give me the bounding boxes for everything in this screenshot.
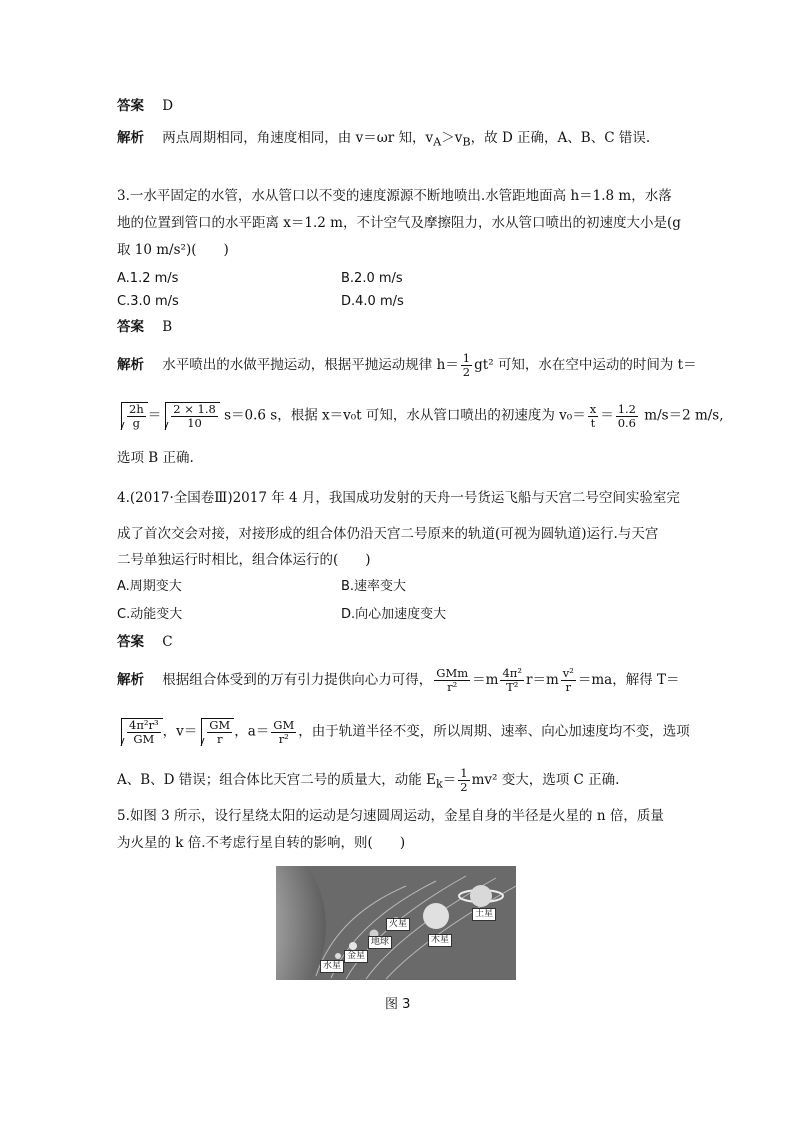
fraction	[461, 352, 472, 379]
mercury-planet	[335, 953, 341, 959]
numerator: GMm	[436, 666, 469, 680]
explanation-text: ，v＝	[162, 723, 198, 740]
denominator: r	[216, 732, 223, 746]
q4-line-2: 成了首次交会对接，对接形成的组合体仍沿天宫二号原来的轨道(可视为圆轨道)运行.与天宫	[117, 526, 659, 542]
figure-caption: 图 3	[385, 997, 411, 1012]
explanation-label: 解析	[117, 130, 144, 146]
answer-label: 答案	[117, 634, 144, 650]
denominator: 0.6	[617, 415, 636, 430]
explanation-text: ，a＝	[234, 723, 270, 740]
fraction	[588, 403, 599, 430]
explanation-text: ＝	[442, 772, 457, 788]
q4-option-a: A.周期变大	[117, 579, 182, 594]
explanation-text: 两点周期相同，角速度相同，由 v＝ωr 知，v	[162, 130, 434, 146]
sqrt	[165, 402, 220, 430]
q4-option-b: B.速率变大	[341, 579, 407, 594]
numerator: GM	[209, 718, 231, 732]
fraction	[458, 767, 469, 794]
numerator: 2h	[129, 402, 144, 416]
q4-option-d: D.向心加速度变大	[341, 607, 447, 622]
explanation-q3-line-3: 选项 B 正确.	[117, 450, 194, 466]
numerator: 4π²r³	[129, 718, 159, 732]
explanation-q3-line-2	[117, 402, 724, 430]
denominator: 2	[460, 780, 468, 794]
numerator: 1	[460, 766, 468, 780]
answer-q4	[117, 632, 173, 652]
label-mars: 火星	[386, 918, 410, 931]
explanation-text: ＝m	[472, 672, 499, 688]
q3-line-2: 地的位置到管口的水平距离 x＝1.2 m，不计空气及摩擦阻力，水从管口喷出的初速度大小是(g	[117, 215, 681, 231]
answer-label: 答案	[117, 98, 144, 114]
fraction	[434, 667, 470, 694]
explanation-text: s＝0.6 s，根据 x＝v₀t 可知，水从管口喷出的初速度为 v₀＝	[219, 407, 586, 424]
answer-value: C	[162, 634, 173, 650]
fraction	[271, 719, 296, 746]
numerator: v²	[562, 666, 574, 680]
explanation-text: ＝ma，解得 T＝	[577, 672, 680, 688]
q5-line-1: 5.如图 3 所示，设行星绕太阳的运动是匀速圆周运动，金星自身的半径是火星的 n 倍，质量	[117, 808, 664, 824]
fraction	[171, 403, 218, 430]
numerator: x	[589, 401, 597, 416]
q4-line-3: 二号单独运行时相比，组合体运行的( )	[117, 552, 371, 568]
q4-option-c: C.动能变大	[117, 607, 183, 622]
explanation-q4-line-1	[117, 667, 680, 694]
explanation-text: m/s＝2 m/s,	[640, 407, 724, 424]
fraction	[500, 667, 524, 694]
q3-option-b: B.2.0 m/s	[341, 271, 403, 286]
explanation-text: ，由于轨道半径不变，所以周期、速率、向心加速度均不变，选项	[298, 723, 690, 740]
numerator: 1	[462, 351, 471, 365]
fraction	[127, 403, 146, 430]
label-saturn: 土星	[472, 908, 496, 921]
numerator: 1.2	[617, 401, 636, 416]
explanation-text: ＝	[600, 407, 614, 424]
denominator: g	[132, 416, 141, 430]
q3-option-a: A.1.2 m/s	[117, 271, 179, 286]
explanation-q2	[117, 128, 650, 153]
fraction	[207, 719, 232, 746]
label-earth: 地球	[368, 936, 392, 949]
solar-system-figure	[276, 866, 516, 980]
subscript: k	[435, 777, 443, 791]
denominator: GM	[133, 732, 155, 746]
q5-line-2: 为火星的 k 倍.不考虑行星自转的影响，则( )	[117, 835, 406, 851]
numerator: 4π²	[502, 666, 522, 680]
sqrt	[201, 718, 234, 746]
fraction	[561, 667, 576, 694]
denominator: T²	[506, 680, 519, 694]
denominator: r²	[278, 731, 289, 746]
sqrt	[121, 402, 148, 430]
explanation-text: gt² 可知，水在空中运动的时间为 t＝	[474, 357, 697, 373]
numerator: 2 × 1.8	[173, 402, 216, 416]
explanation-text: 根据组合体受到的万有引力提供向心力可得，	[162, 672, 433, 688]
fraction	[616, 403, 638, 430]
denominator: r²	[447, 680, 458, 694]
denominator: t	[590, 415, 596, 430]
q3-line-3: 取 10 m/s²)( )	[117, 242, 229, 258]
numerator: GM	[273, 717, 295, 732]
sqrt	[121, 718, 163, 746]
explanation-text: ＞v	[441, 130, 463, 146]
explanation-text: ，故 D 正确，A、B、C 错误.	[470, 130, 651, 146]
subscript: B	[462, 135, 471, 149]
answer-label: 答案	[117, 319, 144, 335]
explanation-label: 解析	[117, 672, 144, 688]
explanation-text: A、B、D 错误；组合体比天宫二号的质量大，动能 E	[117, 772, 436, 788]
answer-value: D	[162, 98, 174, 114]
denominator: 10	[187, 416, 202, 430]
q3-line-1: 3.一水平固定的水管，水从管口以不变的速度源源不断地喷出.水管距地面高 h＝1.8 m，水落	[117, 188, 672, 204]
explanation-q4-line-2	[117, 718, 690, 746]
explanation-text: r＝m	[525, 672, 559, 688]
answer-q3	[117, 317, 172, 337]
answer-value: B	[162, 319, 173, 335]
denominator: r	[565, 680, 572, 694]
venus-planet	[349, 942, 357, 950]
q4-line-1: 4.(2017·全国卷Ⅲ)2017 年 4 月，我国成功发射的天舟一号货运飞船与天宫二号空间实验室完	[117, 490, 680, 506]
label-mercury: 水星	[320, 960, 344, 973]
subscript: A	[433, 135, 442, 149]
label-jupiter: 木星	[428, 934, 452, 947]
explanation-text: mv² 变大，选项 C 正确.	[471, 772, 620, 788]
q3-option-d: D.4.0 m/s	[341, 294, 404, 309]
explanation-text: 水平喷出的水做平抛运动，根据平抛运动规律 h＝	[162, 357, 459, 373]
denominator: 2	[462, 365, 471, 379]
saturn-planet	[470, 885, 492, 907]
explanation-q4-line-3	[117, 767, 619, 795]
jupiter-planet	[423, 903, 449, 929]
label-venus: 金星	[344, 950, 368, 963]
explanation-label: 解析	[117, 357, 144, 373]
answer-q2	[117, 96, 173, 116]
explanation-text: ＝	[147, 407, 162, 424]
explanation-q3-line-1	[117, 352, 697, 379]
q3-option-c: C.3.0 m/s	[117, 294, 179, 309]
fraction	[127, 719, 161, 746]
